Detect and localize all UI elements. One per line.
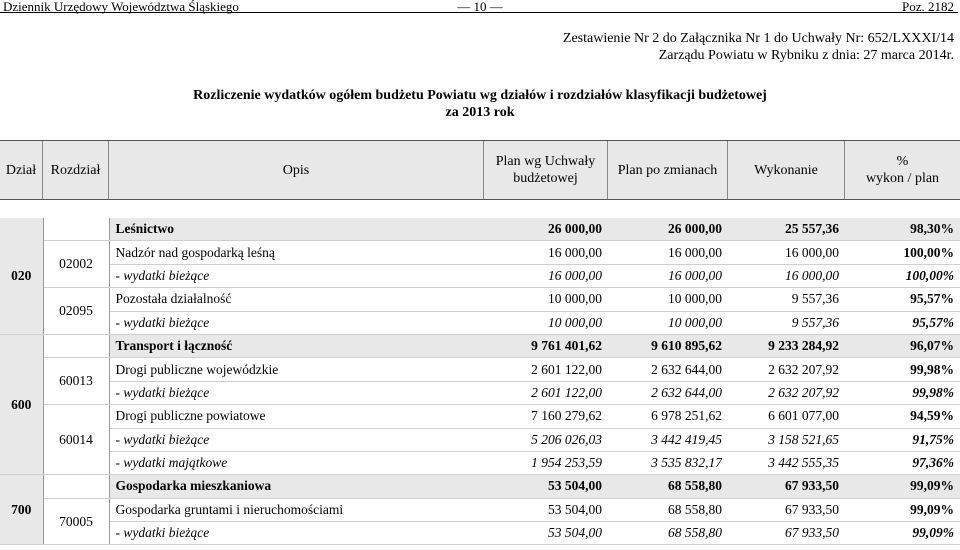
wykonanie-cell: 9 557,36 — [728, 288, 845, 311]
source-line-2: Zarządu Powiatu w Rybniku z dnia: 27 marca 2014r. — [658, 48, 954, 63]
pct-cell: 98,30% — [845, 218, 960, 241]
opis-cell: Drogi publiczne wojewódzkie — [109, 358, 484, 381]
plan-zmian-cell: 3 442 419,45 — [608, 428, 728, 451]
pct-cell: 100,00% — [845, 241, 960, 264]
plan-cell: 9 761 401,62 — [484, 334, 608, 357]
plan-cell: 5 206 026,03 — [484, 428, 608, 451]
wykonanie-cell: 9 233 284,92 — [728, 334, 845, 357]
plan-zmian-cell: 9 610 895,62 — [608, 334, 728, 357]
expenditure-table — [0, 218, 960, 545]
wykonanie-cell: 67 933,50 — [728, 498, 845, 521]
table-row — [0, 475, 960, 498]
plan-zmian-cell: 3 535 832,17 — [608, 451, 728, 474]
table-row — [0, 381, 960, 404]
table-row — [0, 358, 960, 381]
wykonanie-cell: 16 000,00 — [728, 241, 845, 264]
wykonanie-cell: 6 601 077,00 — [728, 405, 845, 428]
opis-cell: Drogi publiczne powiatowe — [109, 405, 484, 428]
table-row — [0, 451, 960, 474]
plan-zmian-cell: 26 000,00 — [608, 218, 728, 241]
wykonanie-cell: 3 442 555,35 — [728, 451, 845, 474]
rozdzial-cell — [43, 475, 109, 498]
table-row — [0, 288, 960, 311]
table-row — [0, 334, 960, 357]
plan-zmian-cell: 6 978 251,62 — [608, 405, 728, 428]
journal-name: Dziennik Urzędowy Województwa Śląskiego — [3, 0, 239, 14]
plan-zmian-cell: 68 558,80 — [608, 522, 728, 545]
opis-cell: - wydatki bieżące — [109, 264, 484, 287]
wykonanie-cell: 3 158 521,65 — [728, 428, 845, 451]
pct-cell: 97,36% — [845, 451, 960, 474]
plan-cell: 1 954 253,59 — [484, 451, 608, 474]
col-rozdzial: Rozdział — [43, 141, 109, 199]
dzial-cell: 020 — [0, 218, 43, 334]
pct-cell: 96,07% — [845, 334, 960, 357]
plan-zmian-cell: 68 558,80 — [608, 498, 728, 521]
opis-cell: Leśnictwo — [109, 218, 484, 241]
plan-zmian-cell: 2 632 644,00 — [608, 358, 728, 381]
pct-cell: 99,09% — [845, 475, 960, 498]
rozdzial-cell: 02002 — [43, 241, 109, 288]
pct-cell: 95,57% — [845, 311, 960, 334]
opis-cell: Transport i łączność — [109, 334, 484, 357]
plan-zmian-cell: 16 000,00 — [608, 264, 728, 287]
wykonanie-cell: 67 933,50 — [728, 522, 845, 545]
page-number: — 10 — — [457, 0, 503, 14]
dzial-cell: 600 — [0, 334, 43, 474]
table-row — [0, 264, 960, 287]
document-subtitle: za 2013 rok — [445, 105, 515, 120]
plan-zmian-cell: 16 000,00 — [608, 241, 728, 264]
pct-cell: 100,00% — [845, 264, 960, 287]
table-row — [0, 428, 960, 451]
column-header — [0, 140, 960, 200]
rozdzial-cell: 60013 — [43, 358, 109, 405]
opis-cell: Gospodarka mieszkaniowa — [109, 475, 484, 498]
wykonanie-cell: 25 557,36 — [728, 218, 845, 241]
plan-cell: 2 601 122,00 — [484, 358, 608, 381]
opis-cell: - wydatki majątkowe — [109, 451, 484, 474]
opis-cell: Nadzór nad gospodarką leśną — [109, 241, 484, 264]
col-plan-uchwaly-line1: Plan wg Uchwały — [495, 154, 596, 169]
plan-cell: 53 504,00 — [484, 498, 608, 521]
plan-zmian-cell: 2 632 644,00 — [608, 381, 728, 404]
plan-cell: 53 504,00 — [484, 475, 608, 498]
opis-cell: Gospodarka gruntami i nieruchomościami — [109, 498, 484, 521]
plan-cell: 26 000,00 — [484, 218, 608, 241]
col-pct-line2: wykon / plan — [865, 171, 940, 186]
col-wykonanie: Wykonanie — [728, 141, 845, 199]
plan-cell: 10 000,00 — [484, 288, 608, 311]
opis-cell: - wydatki bieżące — [109, 381, 484, 404]
pct-cell: 91,75% — [845, 428, 960, 451]
header-rule — [0, 12, 958, 13]
rozdzial-cell: 70005 — [43, 498, 109, 545]
col-dzial: Dział — [0, 141, 43, 199]
plan-zmian-cell: 10 000,00 — [608, 288, 728, 311]
col-plan-zmian: Plan po zmianach — [608, 141, 728, 199]
plan-cell: 16 000,00 — [484, 264, 608, 287]
col-pct-line1: % — [896, 154, 909, 169]
table-row — [0, 311, 960, 334]
rozdzial-cell: 02095 — [43, 288, 109, 335]
plan-zmian-cell: 68 558,80 — [608, 475, 728, 498]
rozdzial-cell — [43, 334, 109, 357]
opis-cell: - wydatki bieżące — [109, 522, 484, 545]
wykonanie-cell: 16 000,00 — [728, 264, 845, 287]
table-row — [0, 498, 960, 521]
plan-cell: 53 504,00 — [484, 522, 608, 545]
col-plan-uchwaly — [484, 141, 608, 199]
opis-cell: Pozostała działalność — [109, 288, 484, 311]
dzial-cell: 700 — [0, 475, 43, 545]
pct-cell: 99,98% — [845, 358, 960, 381]
opis-cell: - wydatki bieżące — [109, 311, 484, 334]
opis-cell: - wydatki bieżące — [109, 428, 484, 451]
table-row — [0, 218, 960, 241]
plan-cell: 2 601 122,00 — [484, 381, 608, 404]
wykonanie-cell: 2 632 207,92 — [728, 358, 845, 381]
pct-cell: 99,09% — [845, 522, 960, 545]
source-line-1: Zestawienie Nr 2 do Załącznika Nr 1 do Uchwały Nr: 652/LXXXI/14 — [562, 31, 954, 46]
col-pct — [845, 141, 960, 199]
col-plan-uchwaly-line2: budżetowej — [513, 171, 578, 186]
rozdzial-cell — [43, 218, 109, 241]
col-opis: Opis — [109, 141, 484, 199]
position-number: Poz. 2182 — [902, 0, 954, 14]
document-title: Rozliczenie wydatków ogółem budżetu Powiatu wg działów i rozdziałów klasyfikacji budżetowej — [193, 88, 767, 103]
pct-cell: 99,09% — [845, 498, 960, 521]
plan-cell: 16 000,00 — [484, 241, 608, 264]
table-row — [0, 522, 960, 545]
wykonanie-cell: 67 933,50 — [728, 475, 845, 498]
table-row — [0, 241, 960, 264]
wykonanie-cell: 2 632 207,92 — [728, 381, 845, 404]
wykonanie-cell: 9 557,36 — [728, 311, 845, 334]
plan-cell: 10 000,00 — [484, 311, 608, 334]
pct-cell: 99,98% — [845, 381, 960, 404]
pct-cell: 95,57% — [845, 288, 960, 311]
pct-cell: 94,59% — [845, 405, 960, 428]
plan-cell: 7 160 279,62 — [484, 405, 608, 428]
table-row — [0, 405, 960, 428]
rozdzial-cell: 60014 — [43, 405, 109, 475]
plan-zmian-cell: 10 000,00 — [608, 311, 728, 334]
